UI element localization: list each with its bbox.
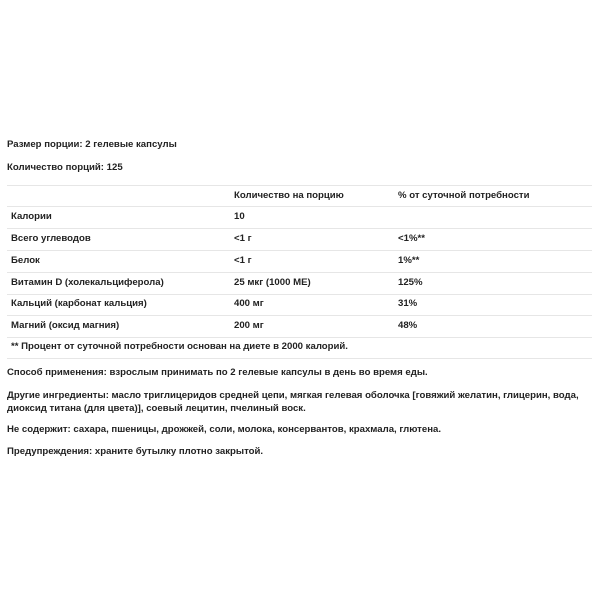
row-dv: <1%** <box>398 233 425 244</box>
divider <box>7 206 592 207</box>
divider <box>7 358 592 359</box>
servings-count: Количество порций: 125 <box>7 162 123 173</box>
row-name: Магний (оксид магния) <box>11 320 120 331</box>
warnings: Предупреждения: храните бутылку плотно закрытой. <box>7 446 264 457</box>
row-name: Витамин D (холекальциферола) <box>11 277 164 288</box>
divider <box>7 337 592 338</box>
divider <box>7 250 592 251</box>
row-amount: <1 г <box>234 233 252 244</box>
divider <box>7 272 592 273</box>
table-footnote: ** Процент от суточной потребности основан на диете в 2000 калорий. <box>11 341 348 352</box>
other-ingredients: Другие ингредиенты: масло триглицеридов средней цепи, мягкая гелевая оболочка [говяжий желатин, глицерин, вода, диоксид титана (для цвета)], соевый лецитин, пчелиный воск. <box>7 390 579 414</box>
row-name: Калории <box>11 211 52 222</box>
row-name: Всего углеводов <box>11 233 91 244</box>
row-dv: 48% <box>398 320 418 331</box>
row-name: Кальций (карбонат кальция) <box>11 298 147 309</box>
row-dv: 1%** <box>398 255 420 266</box>
free-of: Не содержит: сахара, пшеницы, дрожжей, соли, молока, консервантов, крахмала, глютена. <box>7 424 441 435</box>
row-amount: 25 мкг (1000 МЕ) <box>234 277 311 288</box>
divider <box>7 315 592 316</box>
divider <box>7 228 592 229</box>
row-name: Белок <box>11 255 40 266</box>
divider <box>7 294 592 295</box>
row-dv: 125% <box>398 277 423 288</box>
row-amount: 400 мг <box>234 298 264 309</box>
usage-instructions: Способ применения: взрослым принимать по 2 гелевые капсулы в день во время еды. <box>7 367 428 378</box>
row-amount: 10 <box>234 211 245 222</box>
row-amount: 200 мг <box>234 320 264 331</box>
serving-size: Размер порции: 2 гелевые капсулы <box>7 139 177 150</box>
row-amount: <1 г <box>234 255 252 266</box>
row-dv: 31% <box>398 298 418 309</box>
divider <box>7 185 592 186</box>
header-daily-value: % от суточной потребности <box>398 190 530 201</box>
header-amount: Количество на порцию <box>234 190 344 201</box>
